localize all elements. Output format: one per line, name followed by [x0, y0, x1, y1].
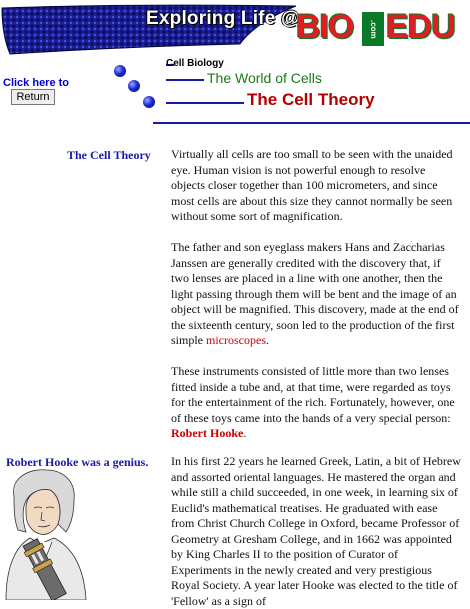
blue-ball-icon	[143, 96, 155, 108]
robert-hooke-link[interactable]: Robert Hooke	[171, 426, 244, 440]
breadcrumb-cell-biology[interactable]: Cell Biology	[166, 58, 224, 69]
section-heading-robert-hooke: Robert Hooke was a genius.	[6, 455, 149, 469]
bioedu-logo[interactable]	[296, 6, 466, 50]
paragraph-toys	[171, 364, 461, 442]
blue-ball-icon	[128, 80, 140, 92]
breadcrumb-world-of-cells[interactable]: The World of Cells	[207, 70, 322, 86]
header-divider	[153, 122, 470, 124]
paragraph-text: These instruments consisted of little more than two lenses fitted inside a tube and, at that time, were regarded as toys for the entertainment of the rich. Fortunately, however, one of these toys came into the hands of a very special person:	[171, 364, 455, 425]
paragraph-intro: Virtually all cells are too small to be seen with the unaided eye. Human vision is not powerful enough to resolve objects closer together than 100 micrometers, and since most cells are about this size they cannot normally be seen without some sort of magnification.	[171, 147, 453, 223]
breadcrumb-line	[166, 79, 204, 81]
paragraph-text: .	[243, 426, 247, 440]
paragraph-text: The father and son eyeglass makers Hans and Zaccharias Janssen are generally credited with the discovery that, if two lenses are placed in a line with one another, then the light passing through them will be bent and the image of an object will be magnified. This discovery, made at the end of the sixteenth century, soon led to the production of the first simple	[171, 240, 459, 347]
title-line	[166, 102, 244, 104]
banner-title: Exploring Life @	[146, 8, 300, 29]
paragraph-hooke-bio: In his first 22 years he learned Greek, Latin, a bit of Hebrew and assorted oriental languages. He mastered the organ and while still a child succeeded, in one week, in learning six of Euclid's mathematical treatises. He graduated with ease from Christ Church College in Oxford, became Professor of Geometry at Gresham College, and in 1662 was appointed by King Charles II to the position of Curator of Experiments in the newly created and very prestigious Royal Society. A year later Hooke was elected to the title of 'Fellow' as a sign of	[171, 454, 461, 608]
paragraph-janssen	[171, 240, 461, 349]
robert-hooke-portrait	[0, 466, 92, 600]
page-title: The Cell Theory	[247, 90, 375, 109]
logo-dotcom-text: .com	[362, 12, 384, 46]
logo-edu-text: EDU	[386, 8, 455, 46]
section-heading-cell-theory: The Cell Theory	[67, 148, 151, 162]
return-button[interactable]: Return	[11, 89, 55, 105]
click-here-label: Click here to	[3, 77, 70, 89]
logo-bio-text: BIO	[296, 8, 354, 46]
header-banner	[0, 0, 470, 56]
paragraph-text: .	[265, 333, 269, 347]
blue-ball-icon	[114, 65, 126, 77]
microscopes-link[interactable]: microscopes	[206, 333, 266, 347]
